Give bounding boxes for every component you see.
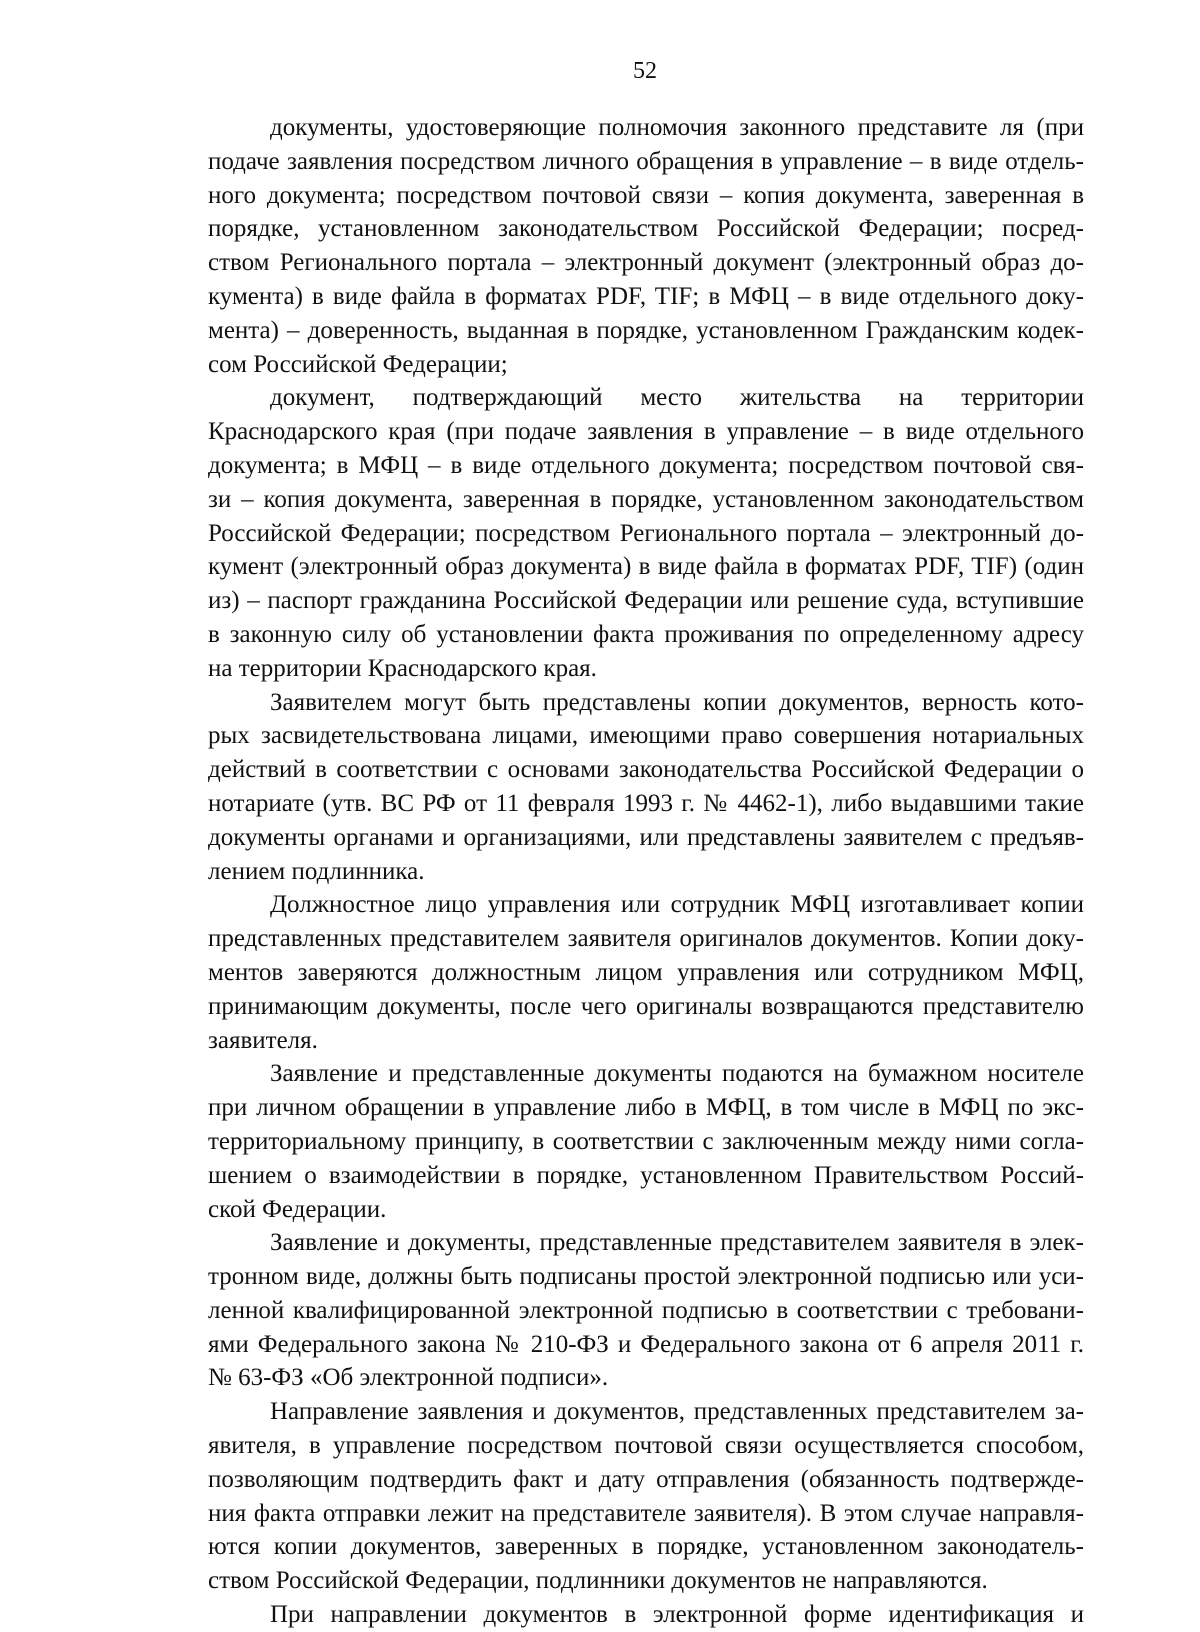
text-line: сом Российской Федерации; (208, 350, 508, 378)
text-line: документы органами и организациями, или представлены заявителем с предъяв- (208, 823, 1084, 851)
text-line: нотариате (утв. ВС РФ от 11 февраля 1993 г. № 4462-1), либо выдавшими такие (208, 789, 1084, 817)
text-line: рых засвидетельствована лицами, имеющими право совершения нотариальных (208, 722, 1084, 750)
text-line: Направление заявления и документов, представленных представителем за- (270, 1398, 1084, 1426)
paragraph (208, 1057, 1084, 1226)
text-line: Российской Федерации; посредством Регионального портала – электронный до- (208, 519, 1084, 547)
text-line: ством Регионального портала – электронный документ (электронный образ до- (208, 249, 1084, 277)
text-line: порядке, установленном законодательством Российской Федерации; посред- (208, 215, 1084, 243)
text-line: документа; в МФЦ – в виде отдельного документа; посредством почтовой свя- (208, 451, 1084, 479)
text-line: При направлении документов в электронной форме идентификация и (270, 1601, 1084, 1629)
paragraph (208, 111, 1084, 381)
text-line: принимающим документы, после чего оригиналы возвращаются представителю (208, 992, 1084, 1020)
text-line: из) – паспорт гражданина Российской Федерации или решение суда, вступившие (208, 587, 1084, 615)
text-line: ством Российской Федерации, подлинники документов не направляются. (208, 1567, 988, 1595)
text-line: Заявление и документы, представленные представителем заявителя в элек- (270, 1229, 1084, 1257)
text-line: документы, удостоверяющие полномочия законного представите ля (при (270, 114, 1084, 141)
paragraph (208, 888, 1084, 1057)
paragraph (208, 686, 1084, 889)
text-line: ленной квалифицированной электронной подписью в соответствии с требовани- (208, 1296, 1084, 1324)
text-line: в законную силу об установлении факта проживания по определенному адресу (208, 620, 1084, 648)
text-line: лением подлинника. (208, 857, 425, 885)
text-line: ного документа; посредством почтовой связи – копия документа, заверенная в (208, 181, 1084, 209)
paragraph (208, 1598, 1084, 1632)
paragraph (208, 1226, 1084, 1395)
text-line: шением о взаимодействии в порядке, установленном Правительством Россий- (208, 1161, 1084, 1189)
text-line: заявителя. (208, 1026, 318, 1054)
text-line: мента) – доверенность, выданная в порядке, установленном Гражданским кодек- (208, 316, 1084, 344)
page-number: 52 (633, 58, 657, 84)
text-line: Должностное лицо управления или сотрудник МФЦ изготавливает копии (270, 891, 1084, 919)
text-line: представленных представителем заявителя оригиналов документов. Копии доку- (208, 925, 1084, 953)
text-line: Заявление и представленные документы подаются на бумажном носителе (270, 1060, 1084, 1088)
text-line: Заявителем могут быть представлены копии документов, верность кото- (270, 688, 1084, 716)
text-line: территориальному принципу, в соответствии с заключенным между ними согла- (208, 1127, 1084, 1155)
text-line: тронном виде, должны быть подписаны простой электронной подписью или уси- (208, 1263, 1084, 1291)
document-body (208, 111, 1084, 1632)
text-line: при личном обращении в управление либо в МФЦ, в том числе в МФЦ по экс- (208, 1094, 1084, 1122)
text-line: на территории Краснодарского края. (208, 654, 597, 682)
text-line: подаче заявления посредством личного обращения в управление – в виде отдель- (208, 147, 1084, 175)
text-line: ются копии документов, заверенных в порядке, установленном законодатель- (208, 1533, 1084, 1561)
text-line: Краснодарского края (при подаче заявления в управление – в виде отдельного (208, 418, 1084, 446)
text-line: кумента) в виде файла в форматах PDF, TIF; в МФЦ – в виде отдельного доку- (208, 282, 1084, 310)
text-line: ями Федерального закона № 210-ФЗ и Федерального закона от 6 апреля 2011 г. (208, 1330, 1084, 1358)
text-line: явителя, в управление посредством почтовой связи осуществляется способом, (208, 1432, 1084, 1460)
text-line: документ, подтверждающий место жительства на территории (270, 384, 1084, 412)
text-line: позволяющим подтвердить факт и дату отправления (обязанность подтвержде- (208, 1465, 1084, 1493)
text-line: № 63-ФЗ «Об электронной подписи». (208, 1364, 609, 1392)
paragraph (208, 381, 1084, 685)
text-line: кумент (электронный образ документа) в виде файла в форматах PDF, TIF) (один (208, 553, 1084, 581)
text-line: ментов заверяются должностным лицом управления или сотрудником МФЦ, (208, 958, 1084, 986)
text-line: ния факта отправки лежит на представителе заявителя). В этом случае направля- (208, 1499, 1084, 1527)
text-line: действий в соответствии с основами законодательства Российской Федерации о (208, 756, 1084, 784)
text-line: ской Федерации. (208, 1195, 387, 1223)
paragraph (208, 1395, 1084, 1598)
text-line: зи – копия документа, заверенная в порядке, установленном законодательством (208, 485, 1084, 513)
